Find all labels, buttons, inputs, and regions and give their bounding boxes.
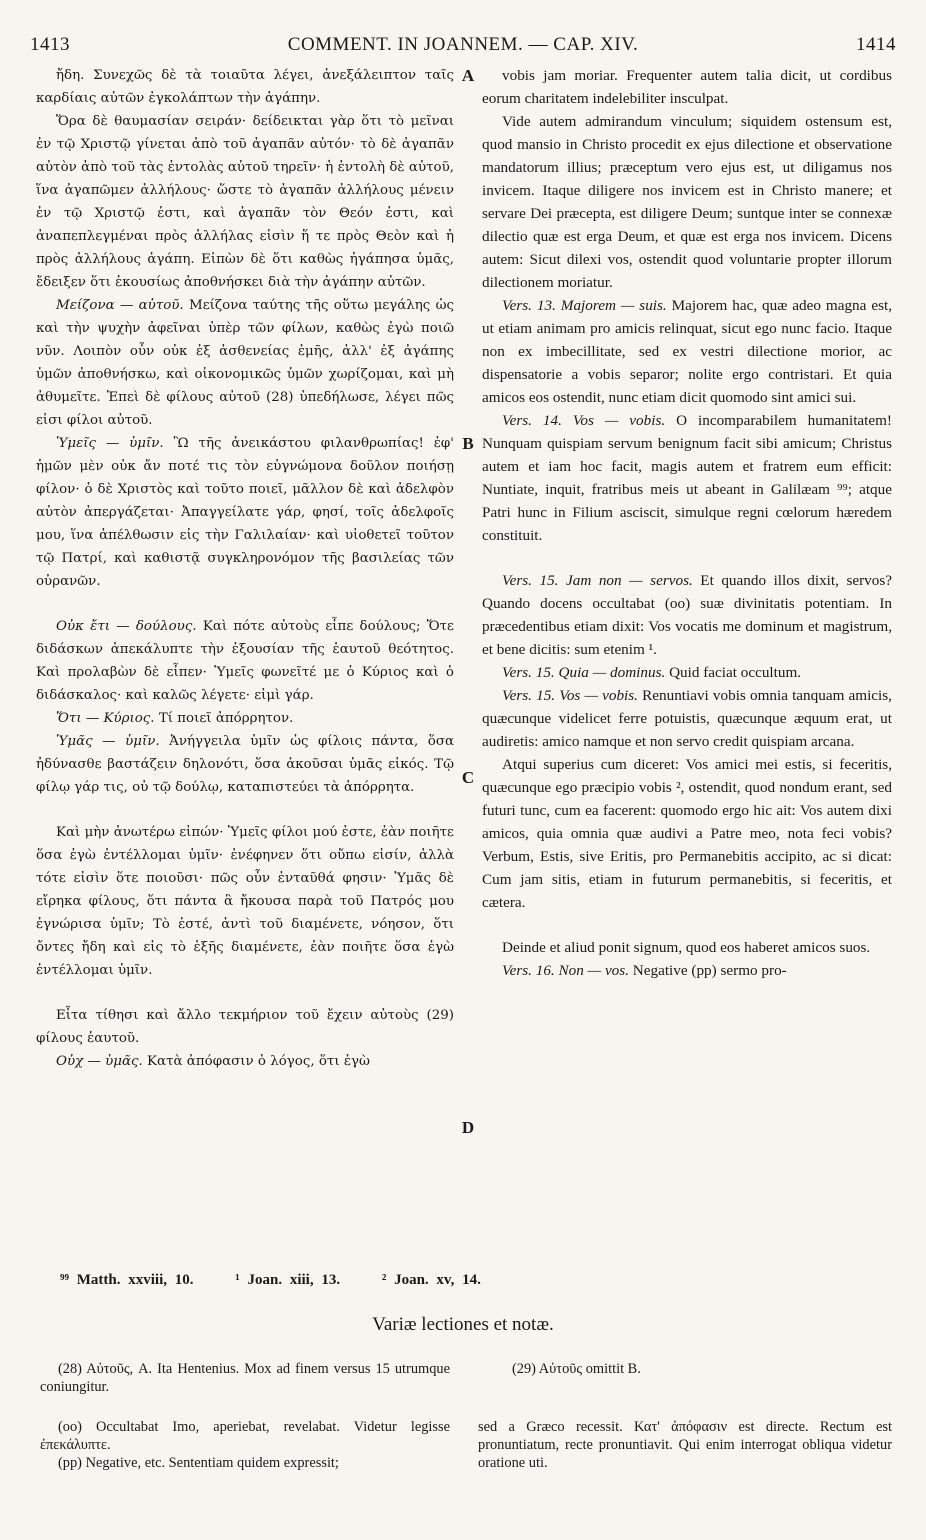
paragraph [36,1004,454,1050]
note-continuation [478,1418,892,1472]
note-28 [40,1360,450,1396]
paragraph-text: vobis jam moriar. Frequenter autem talia dicit, ut cordibus eorum charitatem indelebiliter insculpat. [482,67,892,107]
paragraph-text: Ὅρα δὲ θαυμασίαν σειράν· δείδεικται γὰρ ὅτι τὸ μεῖναι ἐν τῷ Χριστῷ γίνεται ἀπὸ τοῦ ἀγαπᾶν αὐτόν· τὸ δὲ ἀγαπᾶν αὐτὸν ἀπὸ τοῦ τὰς ἐντολὰς αὐτοῦ τηρεῖν· ἡ ἐντολὴ δὲ αὐτοῦ, ἵνα ἀγαπῶμεν ἀλλήλους· ὥστε τὸ ἀγαπᾶν ἀλλήλους μένειν ἐν τῷ Χριστῷ ἐστι, καὶ ἀγαπᾶν τὸν Θεόν ἐστι, καὶ ἀναπεπλεγμέναι πρὸς ἀλλήλας εἰσὶν ἥ τε πρὸς Θεὸν καὶ ἡ πρὸς ἀλλήλους ἀγάπη. Εἰπὼν δὲ ὅτι καθὼς ἠγάπησα ὑμᾶς, ἔδειξεν ὅτι ἑκουσίως ἀποθνήσκει διὰ τὴν ἀγάπην αὐτῶν. [36,114,454,290]
paragraph-text: Τί ποιεῖ ἀπόρρητον. [154,711,294,726]
lemma: Οὐκ ἔτι — δούλους. [56,619,197,634]
lemma: Μείζονα — αὐτοῦ. [56,298,184,313]
lemma: Ὑμεῖς — ὑμῖν. [56,436,164,451]
paragraph [482,684,892,753]
paragraph-text: O incomparabilem humanitatem! Nunquam quispiam servum benignum facit sibi amicum; Christus autem et iam hoc facit, magis autem et fratrem eum efficit: Nuntiate, inquit, fratribus meis ut abeant in Galilæam ⁹⁹; atque Patri hunc in Filium asciscit, simulque regni cœlorum hæredem constituit. [482,412,892,544]
paragraph [36,821,454,982]
note-text: (28) Αὐτοῦς, A. Ita Hentenius. Mox ad finem versus 15 utrumque coniungitur. [40,1361,450,1395]
column-marker: B [462,434,474,453]
paragraph-text: Quid faciat occultum. [665,664,802,681]
paragraph [36,730,454,799]
running-header [20,34,906,62]
paragraph-text: Ὢ τῆς ἀνεικάστου φιλανθρωπίας! ἐφ' ἡμῶν μὲν οὐκ ἄν ποτέ τις τὸν εὐγνώμονα δοῦλον ποιήσῃ φίλον· ὁ δὲ Χριστὸς καὶ τοῦτο ποιεῖ, μᾶλλον δὲ καὶ ἀδελφὸν αὐτὸν ἀπεργάζεται· Ἀπαγγείλατε γάρ, φησί, τοῖς ἀδελφοῖς μου, ἵνα ἀπέλθωσιν εἰς τὴν Γαλιλαίαν· καὶ υἱοθετεῖ τοῦτον τῷ Πατρί, καὶ καθιστᾷ συγκληρονόμον τῆς βασιλείας τῶν οὐρανῶν. [36,436,454,589]
page-number-right: 1414 [856,34,896,55]
note-oo-pp [40,1418,450,1472]
note-text: sed a Græco recessit. Κατ' ἀπόφασιν est directe. Rectum est pronuntiatum, recte pronuntiavit. Qui enim interrogat obliqua videtur oratione uti. [478,1419,892,1471]
variae-lectiones-title: Variæ lectiones et notæ. [372,1314,554,1335]
paragraph-text: Καὶ πότε αὐτοὺς εἶπε δούλους; Ὅτε διδάσκων ἀπεκάλυπτε τὴν ἐξουσίαν τῆς ἑαυτοῦ θεότητος. Καὶ προλαβὼν δὲ εἶπεν· Ὑμεῖς φωνεῖτέ με ὁ Κύριος καὶ ὁ διδάσκαλος· καὶ καλῶς λέγετε· εἰμὶ γάρ. [36,619,454,703]
paragraph [482,959,892,982]
paragraph [482,753,892,914]
paragraph-text: Μείζονα ταύτης τῆς οὕτω μεγάλης ὡς καὶ τὴν ψυχὴν ἀφεῖναι ὑπὲρ τῶν φίλων, καθὼς ἐγὼ ποιῶ νῦν. Λοιπὸν οὖν οὐκ ἐξ ἀσθενείας ἐμῆς, ἀλλ' ἐξ ἀγάπης ὑμῶν ἀποθνήσκω, καὶ οἰκονομικῶς ὑμῶν χωρίζομαι, καὶ μὴ ἀθυμεῖτε. Ἐπεὶ δὲ φίλους αὐτοῦ (28) ὑπεδήλωσε, λέγει πῶς εἰσι φίλοι αὐτοῦ. [36,298,454,428]
paragraph [36,64,454,110]
paragraph [36,432,454,593]
paragraph-text: Ἀνήγγειλα ὑμῖν ὡς φίλοις πάντα, ὅσα ἠδύνασθε βαστάζειν δηλονότι, ὅσα ἀκοῦσαι ὑμᾶς εἰκός. Τῷ φίλῳ γάρ τις, οὐ τῷ δούλῳ, καταπιστεύει τὰ ἀπόρρητα. [36,734,455,795]
paragraph-text: Et quando illos dixit, servos? Quando docens occultabat (oo) suæ divinitatis potentiam. In præcedentibus etiam dixit: Vos vocatis me dominum et magistrum, et bene dicitis: sum etenim ¹. [482,572,892,658]
paragraph-text: ἤδη. Συνεχῶς δὲ τὰ τοιαῦτα λέγει, ἀνεξάλειπτον ταῖς καρδίαις αὐτῶν ἐγκολάπτων τὴν ἀγάπην. [36,68,454,106]
paragraph [482,409,892,547]
paragraph [482,64,892,110]
paragraph-text: Majorem hac, quæ adeo magna est, ut etiam animam pro amicis relinquat, sicut ego nunc facio. Itaque non ex imbecillitate, sed ex vestri dilectione morior, ac dispensatorie a vobis separor; nolite ergo contristari. Et quia amicos eos ostendit, nunc etiam dicit quomodo sint amici sui. [482,297,892,406]
paragraph-text: Negative (pp) sermo pro- [629,962,787,979]
column-marker: D [461,1118,475,1137]
lemma: Vers. 15. Quia — dominus. [502,664,666,681]
lemma: Ὅτι — Κύριος. [56,711,155,726]
lemma: Vers. 15. Vos — vobis. [502,687,638,704]
running-title: COMMENT. IN JOANNEM. — CAP. XIV. [287,34,639,55]
scripture-references [60,1272,515,1289]
note-text: (pp) Negative, etc. Sententiam quidem expressit; [58,1455,339,1471]
paragraph [482,569,892,661]
paragraph-text: Deinde et aliud ponit signum, quod eos haberet amicos suos. [502,939,871,956]
paragraph [482,936,892,959]
greek-column [36,64,454,1073]
latin-column [482,64,892,982]
paragraph-text: Vide autem admirandum vinculum; siquidem ostensum est, quod mansio in Christo procedit ex ejus dilectione et observatione mandatorum illius; præceptum vero ejus est, ut diligamus nos invicem. Itaque diligere nos invicem est in Christo manere; et servare Dei præcepta, est diligere Deum; suntque inter se connexæ dilectio quæ est erga Deum, et quæ est erga nos invicem. Dicens autem: Sicut dilexi vos, ostendit quod voluntarie propter illorum dilectionem moriatur. [482,113,892,291]
scripture-reference: ⁹⁹ Matth. xxviii, 10. [60,1272,194,1288]
paragraph-text: Renuntiavi vobis omnia tanquam amicis, quæcunque videlicet ferre potuistis, quæcunque æquum erat, ut audiretis: amico namque et non servo credit quispiam arcana. [482,687,892,750]
column-marker: C [461,768,475,787]
lemma: Ὑμᾶς — ὑμῖν. [56,734,160,749]
page-number-left: 1413 [30,34,70,55]
paragraph [36,110,454,294]
lemma: Vers. 14. Vos — vobis. [502,412,666,429]
paragraph [36,294,454,432]
scripture-reference: ¹ Joan. xiii, 13. [235,1272,341,1288]
paragraph-text: Atqui superius cum diceret: Vos amici mei estis, si feceritis, quæcunque ego præcipio vobis ², ostendit, quod nondum erant, sed futuri tunc, cum ea facerent: quomodo ergo hic ait: Vos autem dixi amicos, quia omnia quæ audivi a Patre meo, nota feci vobis? Verbum, Estis, sive Eritis, pro Permanebitis accipito, ac si dicat: Cum jam sitis, etiam in futurum permanebitis, si feceritis, et cætera. [482,756,892,911]
paragraph [36,707,454,730]
lemma: Vers. 15. Jam non — servos. [502,572,693,589]
lemma: Vers. 16. Non — vos. [502,962,629,979]
paragraph-text: Κατὰ ἀπόφασιν ὁ λόγος, ὅτι ἐγὼ [142,1054,370,1069]
note-text: (oo) Occultabat Imo, aperiebat, revelabat. Videtur legisse ἐπεκάλυπτε. [40,1419,450,1453]
column-marker: A [461,66,475,85]
paragraph [36,615,454,707]
paragraph-text: Καὶ μὴν ἀνωτέρω εἰπών· Ὑμεῖς φίλοι μού ἐστε, ἐὰν ποιῆτε ὅσα ἐγὼ ἐντέλλομαι ὑμῖν· ἐνέφηνεν ὅτι οὔπω εἰσίν, ἀλλὰ τότε εἰσὶν ὅτε ποιοῦσι· πῶς οὖν ἐνταῦθά φησιν· Ὑμᾶς δὲ εἴρηκα φίλους, ὅτι πάντα ἃ ἤκουσα παρὰ τοῦ Πατρός μου ἐγνώρισα ὑμῖν; Τὸ ἐστέ, ἀντὶ τοῦ διαμένετε, νόησον, ὅτι ὄντες ἤδη καὶ εἰς τὸ ἑξῆς διαμένετε, ἐὰν ποιῆτε ὅσα ἐγὼ ἐντέλλομαι ὑμῖν. [36,825,454,978]
scripture-reference: ² Joan. xv, 14. [381,1272,481,1288]
paragraph [482,294,892,409]
paragraph-text: Εἶτα τίθησι καὶ ἄλλο τεκμήριον τοῦ ἔχειν αὐτοὺς (29) φίλους ἑαυτοῦ. [36,1008,454,1046]
note-29 [494,1360,894,1378]
paragraph [482,661,892,684]
paragraph [36,1050,454,1073]
paragraph [482,110,892,294]
note-text: (29) Αὐτοῦς omittit B. [512,1361,641,1377]
lemma: Vers. 13. Majorem — suis. [502,297,667,314]
lemma: Οὐχ — ὑμᾶς. [56,1054,143,1069]
